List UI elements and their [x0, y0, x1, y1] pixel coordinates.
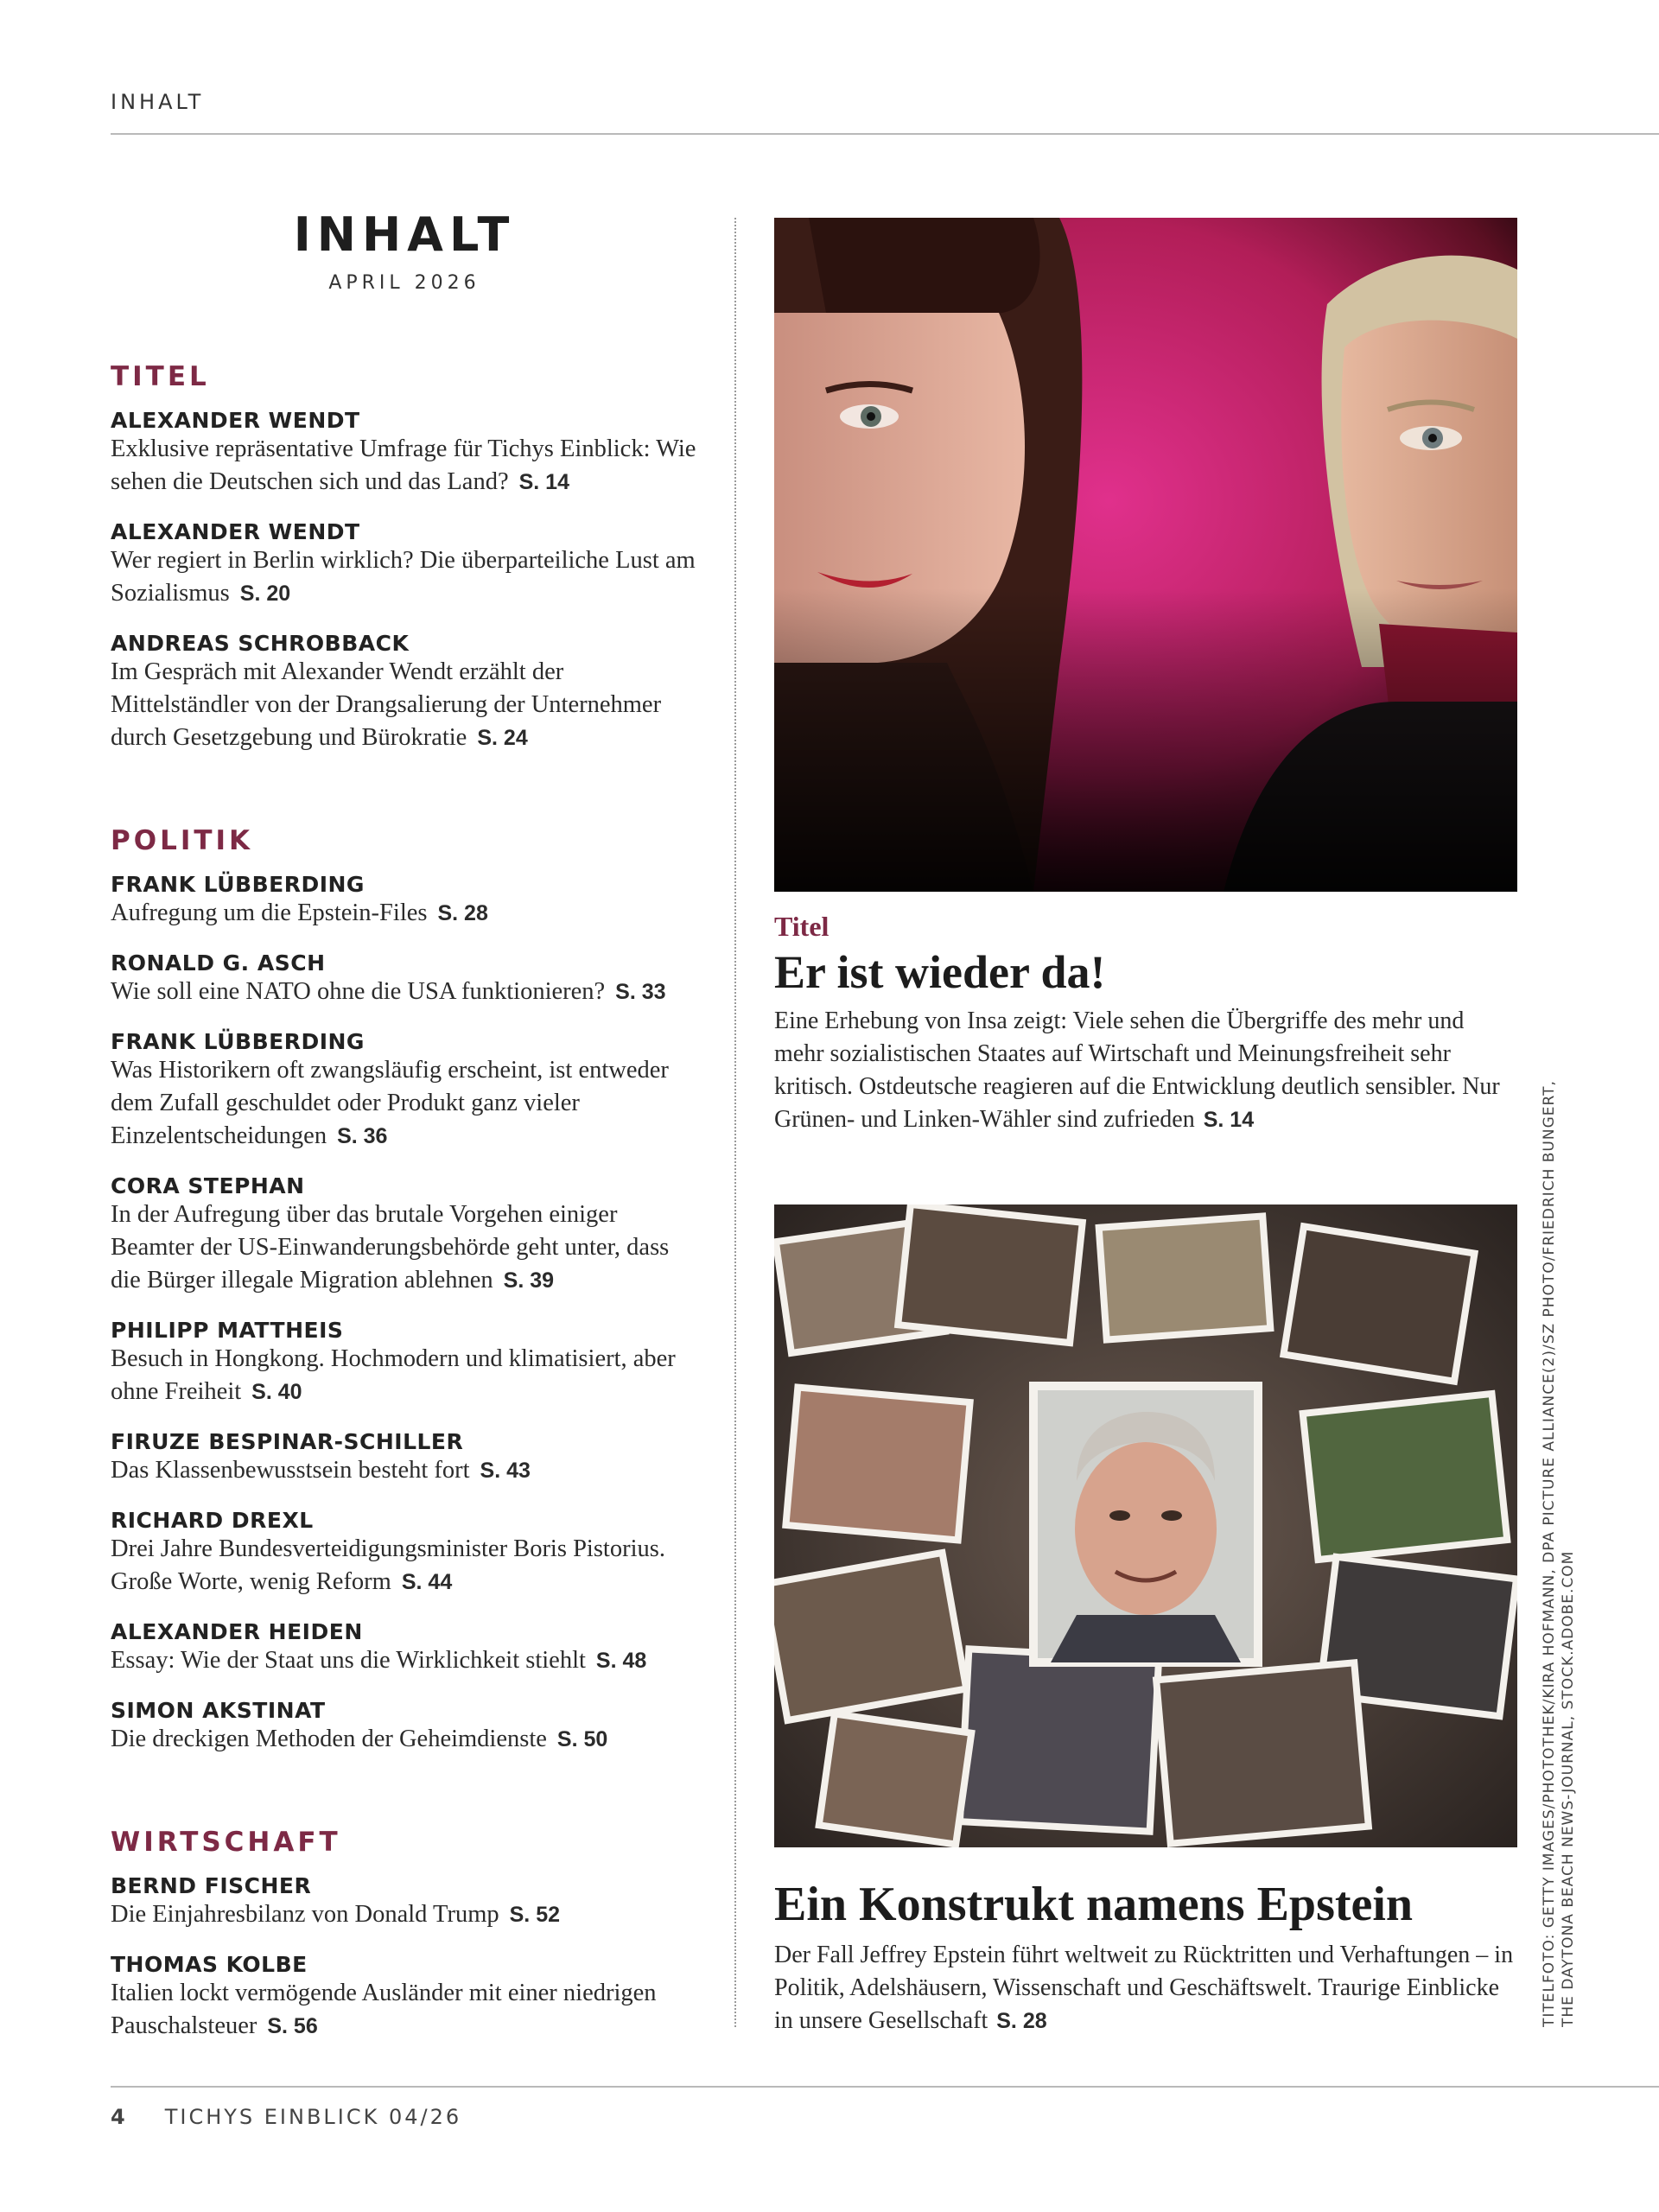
entry-page-ref[interactable]: S. 14 [518, 470, 569, 494]
feature2-headline[interactable]: Ein Konstrukt namens Epstein [774, 1878, 1414, 1931]
entry-text: Exklusive repräsentative Umfrage für Tichys Einblick: Wie sehen die Deutschen sich und das Land? [111, 435, 696, 495]
entry-description [111, 1723, 698, 1756]
epstein-photo-collage[interactable] [774, 1205, 1517, 1847]
entry-text: Essay: Wie der Staat uns die Wirklichkeit stiehlt [111, 1647, 586, 1674]
entry-description [111, 1644, 698, 1677]
entry-description [111, 656, 698, 754]
collage-illustration [774, 1205, 1517, 1847]
bottom-rule [111, 2086, 1659, 2088]
entry-text: Wer regiert in Berlin wirklich? Die überparteiliche Lust am Sozialismus [111, 547, 696, 607]
toc-sections [111, 361, 698, 2043]
issue-date: APRIL 2026 [328, 272, 480, 294]
entry-text: Besuch in Hongkong. Hochmodern und klimatisiert, aber ohne Freiheit [111, 1345, 676, 1405]
entry-page-ref[interactable]: S. 39 [503, 1268, 555, 1293]
toc-entry[interactable] [111, 1698, 698, 1756]
running-head: INHALT [111, 90, 205, 114]
column-separator [734, 218, 736, 2027]
entry-author: PHILIPP MATTHEIS [111, 1318, 344, 1343]
entry-author: CORA STEPHAN [111, 1173, 305, 1198]
entry-author: ALEXANDER WENDT [111, 519, 360, 544]
entry-author: RONALD G. ASCH [111, 950, 326, 976]
entry-page-ref[interactable]: S. 33 [615, 980, 666, 1004]
feature2-page-ref[interactable]: S. 28 [996, 2009, 1047, 2033]
toc-entry[interactable] [111, 1429, 698, 1487]
top-rule [111, 133, 1659, 135]
entry-page-ref[interactable]: S. 40 [251, 1380, 302, 1404]
section-heading: POLITIK [111, 825, 254, 856]
entry-author: FRANK LÜBBERDING [111, 1029, 365, 1054]
photo-credit-line2: THE DAYTONA BEACH NEWS-JOURNAL, STOCK.ADOBE.COM [1560, 1550, 1577, 2027]
table-of-contents [111, 207, 698, 2063]
entry-page-ref[interactable]: S. 36 [337, 1124, 388, 1148]
portrait-illustration [774, 218, 1517, 892]
footer [111, 2105, 461, 2129]
photo-credit-line1: TITELFOTO: GETTY IMAGES/PHOTOTHEK/KIRA HOFMANN, DPA PICTURE ALLIANCE(2)/SZ PHOTO/FRIEDRICH BUNGERT, [1541, 1080, 1558, 2027]
feature1-body [774, 1005, 1519, 1136]
entry-text: Die Einjahresbilanz von Donald Trump [111, 1901, 499, 1928]
photo-credits [1540, 1078, 1578, 2027]
entry-description [111, 897, 698, 930]
entry-description [111, 1054, 698, 1153]
entry-author: ALEXANDER HEIDEN [111, 1619, 363, 1644]
cover-photo-two-women[interactable] [774, 218, 1517, 892]
entry-author: ALEXANDER WENDT [111, 408, 360, 433]
entry-author: SIMON AKSTINAT [111, 1698, 326, 1723]
entry-description [111, 1198, 698, 1297]
entry-description [111, 433, 698, 499]
entry-description [111, 1454, 698, 1487]
feature2-body [774, 1939, 1519, 2037]
entry-page-ref[interactable]: S. 52 [509, 1903, 560, 1927]
toc-entry[interactable] [111, 1508, 698, 1599]
publication-name: TICHYS EINBLICK 04/26 [164, 2105, 462, 2129]
entry-description [111, 1977, 698, 2043]
entry-text: Die dreckigen Methoden der Geheimdienste [111, 1726, 547, 1752]
entry-page-ref[interactable]: S. 28 [437, 901, 488, 925]
entry-text: Aufregung um die Epstein-Files [111, 899, 428, 926]
entry-description [111, 1533, 698, 1599]
toc-entry[interactable] [111, 1873, 698, 1931]
entry-text: Wie soll eine NATO ohne die USA funktionieren? [111, 978, 606, 1005]
section-heading: TITEL [111, 361, 210, 392]
entry-author: FIRUZE BESPINAR-SCHILLER [111, 1429, 464, 1454]
entry-text: Was Historikern oft zwangsläufig erscheint, ist entweder dem Zufall geschuldet oder Produkt ganz vieler Einzelentscheidungen [111, 1057, 669, 1149]
toc-entry[interactable] [111, 950, 698, 1008]
entry-description [111, 1898, 698, 1931]
section-heading: WIRTSCHAFT [111, 1827, 341, 1858]
toc-entry[interactable] [111, 631, 698, 754]
entry-description [111, 976, 698, 1008]
toc-entry[interactable] [111, 1318, 698, 1408]
entry-author: FRANK LÜBBERDING [111, 872, 365, 897]
toc-entry[interactable] [111, 1952, 698, 2043]
feature1-page-ref[interactable]: S. 14 [1203, 1108, 1255, 1132]
entry-page-ref[interactable]: S. 48 [595, 1649, 647, 1673]
entry-author: RICHARD DREXL [111, 1508, 314, 1533]
entry-page-ref[interactable]: S. 43 [480, 1459, 531, 1483]
entry-page-ref[interactable]: S. 50 [556, 1727, 608, 1751]
toc-title: INHALT [293, 207, 516, 262]
entry-page-ref[interactable]: S. 20 [239, 582, 291, 606]
toc-entry[interactable] [111, 1619, 698, 1677]
entry-text: In der Aufregung über das brutale Vorgehen einiger Beamter der US-Einwanderungsbehörde geht unter, dass die Bürger illegale Migration ablehnen [111, 1201, 670, 1294]
entry-text: Italien lockt vermögende Ausländer mit einer niedrigen Pauschalsteuer [111, 1980, 657, 2039]
feature1-text: Eine Erhebung von Insa zeigt: Viele sehen die Übergriffe des mehr und mehr sozialistischen Staates auf Wirtschaft und Meinungsfreiheit sehr kritisch. Ostdeutsche reagieren auf die Entwicklung deutlich sensibler. Nur Grünen- und Linken-Wähler sind zufrieden [774, 1007, 1500, 1133]
feature2-text: Der Fall Jeffrey Epstein führt weltweit zu Rücktritten und Verhaftungen – in Politik, Adelshäusern, Wissenschaft und Geschäftswelt. Traurige Einblicke in unsere Gesellschaft [774, 1942, 1514, 2034]
toc-entry[interactable] [111, 1029, 698, 1153]
page-number: 4 [111, 2105, 125, 2129]
entry-text: Drei Jahre Bundesverteidigungsminister Boris Pistorius. Große Worte, wenig Reform [111, 1535, 665, 1595]
entry-author: THOMAS KOLBE [111, 1952, 308, 1977]
toc-entry[interactable] [111, 872, 698, 930]
entry-page-ref[interactable]: S. 44 [401, 1570, 453, 1594]
toc-entry[interactable] [111, 408, 698, 499]
entry-description [111, 544, 698, 610]
entry-page-ref[interactable]: S. 56 [267, 2014, 318, 2038]
entry-page-ref[interactable]: S. 24 [477, 726, 528, 750]
feature1-headline[interactable]: Er ist wieder da! [774, 946, 1106, 998]
entry-text: Im Gespräch mit Alexander Wendt erzählt der Mittelständler von der Drangsalierung der Unternehmer durch Gesetzgebung und Bürokratie [111, 658, 662, 751]
toc-entry[interactable] [111, 1173, 698, 1297]
toc-entry[interactable] [111, 519, 698, 610]
entry-author: BERND FISCHER [111, 1873, 312, 1898]
entry-author: ANDREAS SCHROBBACK [111, 631, 410, 656]
entry-description [111, 1343, 698, 1408]
feature1-kicker: Titel [774, 911, 830, 942]
entry-text: Das Klassenbewusstsein besteht fort [111, 1457, 470, 1484]
